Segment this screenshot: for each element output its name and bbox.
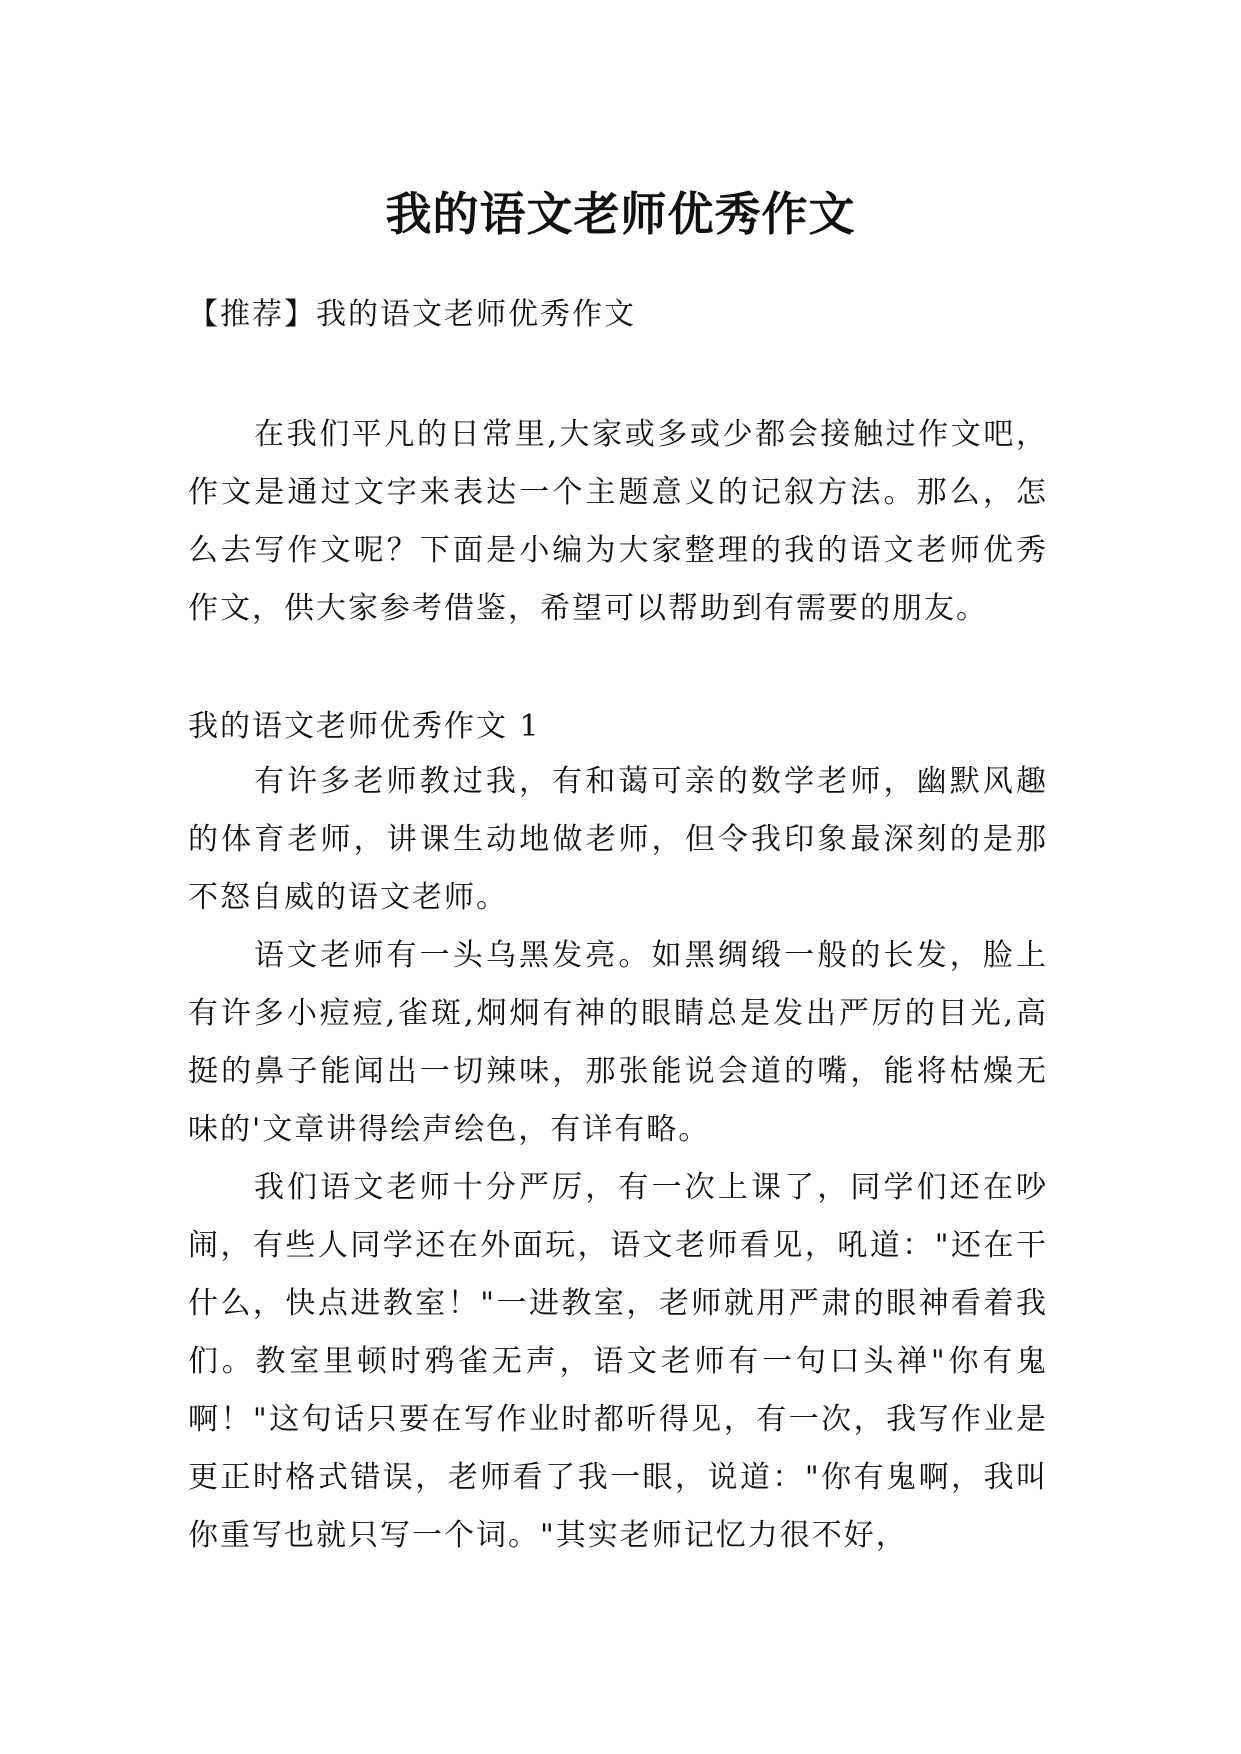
document-title: 我的语文老师优秀作文 <box>385 186 856 241</box>
intro-paragraph: 在我们平凡的日常里,大家或多或少都会接触过作文吧，作文是通过文字来表达一个主题意义的记叙方法。那么，怎么去写作文呢？下面是小编为大家整理的我的语文老师优秀作文，供大家参考借鉴，希望可以帮助到有需要的朋友。 <box>188 417 1048 626</box>
section-title: 我的语文老师优秀作文 1 <box>188 709 541 744</box>
essay-paragraph: 语文老师有一头乌黑发亮。如黑绸缎一般的长发，脸上有许多小痘痘,雀斑,炯炯有神的眼睛总是发出严厉的目光,高挺的鼻子能闻出一切辣味，那张能说会道的嘴，能将枯燥无味的'文章讲得绘声绘色，有详有略。 <box>188 938 1048 1147</box>
essay-body <box>188 753 1048 1565</box>
recommend-line: 【推荐】我的语文老师优秀作文 <box>188 297 636 332</box>
essay-paragraph: 我们语文老师十分严厉，有一次上课了，同学们还在吵闹，有些人同学还在外面玩，语文老师看见，吼道："还在干什么，快点进教室！"一进教室，老师就用严肃的眼神看着我们。教室里顿时鸦雀无声，语文老师有一句口头禅"你有鬼啊！"这句话只要在写作业时都听得见，有一次，我写作业是更正时格式错误，老师看了我一眼，说道："你有鬼啊，我叫你重写也就只写一个词。"其实老师记忆力很不好， <box>188 1170 1048 1553</box>
intro-section <box>188 406 1048 638</box>
essay-paragraph: 有许多老师教过我，有和蔼可亲的数学老师，幽默风趣的体育老师，讲课生动地做老师，但令我印象最深刻的是那不怒自威的语文老师。 <box>188 764 1048 915</box>
